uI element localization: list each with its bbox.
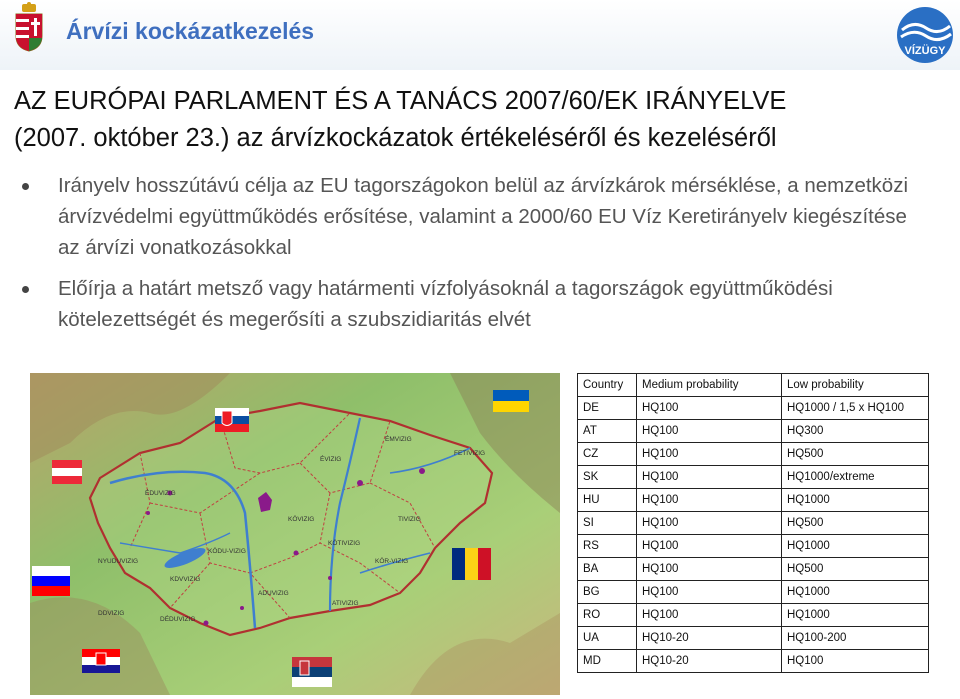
table-row: MD HQ10-20 HQ100 bbox=[578, 650, 929, 673]
region-label: KÖDU-VIZIG bbox=[208, 548, 246, 555]
table-row: RS HQ100 HQ1000 bbox=[578, 535, 929, 558]
table-row: BG HQ100 HQ1000 bbox=[578, 581, 929, 604]
slovakia-flag bbox=[215, 408, 249, 432]
bullet-item: Irányelv hosszútávú célja az EU tagországokon belül az árvízkárok mérséklése, a nemzetközi árvízvédelmi együttműködés erősítése, valamint a 2000/60 EU Víz Keretirányelv kiegészítése az árvízi vonatkozásokkal bbox=[22, 170, 922, 263]
hungarian-coat-of-arms-icon bbox=[14, 2, 44, 52]
column-header: Low probability bbox=[782, 374, 929, 397]
croatia-flag bbox=[82, 649, 120, 673]
region-label: DÉDUVIZIG bbox=[160, 616, 196, 623]
table-row: DE HQ100 HQ1000 / 1,5 x HQ100 bbox=[578, 397, 929, 420]
region-label: NYUDUVIZIG bbox=[98, 558, 139, 565]
region-label: DDVIZIG bbox=[98, 610, 125, 617]
table-row: CZ HQ100 HQ500 bbox=[578, 443, 929, 466]
table-row: AT HQ100 HQ300 bbox=[578, 420, 929, 443]
flood-probability-table bbox=[577, 373, 929, 673]
column-header: Medium probability bbox=[637, 374, 782, 397]
austria-flag bbox=[52, 460, 82, 484]
serbia-flag bbox=[292, 657, 332, 687]
region-label: KÖTIVIZIG bbox=[328, 540, 361, 547]
romania-flag bbox=[452, 548, 491, 580]
directive-heading bbox=[14, 83, 914, 157]
region-label: ADUVIZIG bbox=[258, 590, 289, 597]
region-label: ÉMVIZIG bbox=[385, 436, 412, 443]
table-row: RO HQ100 HQ1000 bbox=[578, 604, 929, 627]
app-title: Árvízi kockázatkezelés bbox=[66, 18, 315, 44]
bullet-list bbox=[22, 170, 922, 345]
region-label: KÖR-VIZIG bbox=[375, 558, 409, 565]
column-header: Country bbox=[578, 374, 637, 397]
logo-text: VÍZÜGY bbox=[904, 45, 946, 57]
region-label: KÖVIZIG bbox=[288, 516, 315, 523]
region-label: KDVVIZIG bbox=[170, 576, 201, 583]
region-label: ATIVIZIG bbox=[332, 600, 359, 607]
bullet-icon bbox=[22, 286, 29, 293]
table-row: BA HQ100 HQ500 bbox=[578, 558, 929, 581]
table-header-row bbox=[578, 374, 929, 397]
bullet-icon bbox=[22, 183, 29, 190]
region-label: ÉVIZIG bbox=[320, 456, 342, 463]
bullet-item: Előírja a határt metsző vagy határmenti vízfolyásoknál a tagországok együttműködési kötelezettségét és megerősíti a szubszidiaritás elvét bbox=[22, 273, 922, 335]
region-label: FETIVIZIG bbox=[454, 450, 486, 457]
table-row: SI HQ100 HQ500 bbox=[578, 512, 929, 535]
heading-line-1: AZ EURÓPAI PARLAMENT ÉS A TANÁCS 2007/60/EK IRÁNYELVE bbox=[14, 87, 787, 115]
region-label: TIVIZIG bbox=[398, 516, 421, 523]
ukraine-flag bbox=[493, 390, 529, 412]
table-row: UA HQ10-20 HQ100-200 bbox=[578, 627, 929, 650]
table-row: HU HQ100 HQ1000 bbox=[578, 489, 929, 512]
slovenia-flag bbox=[32, 566, 70, 596]
region-label: ÉDUVIZIG bbox=[145, 490, 176, 497]
heading-line-2: (2007. október 23.) az árvízkockázatok értékeléséről és kezeléséről bbox=[14, 124, 777, 152]
table-row: SK HQ100 HQ1000/extreme bbox=[578, 466, 929, 489]
hungary-flood-map bbox=[30, 373, 560, 695]
vizugy-logo-icon bbox=[896, 6, 954, 64]
